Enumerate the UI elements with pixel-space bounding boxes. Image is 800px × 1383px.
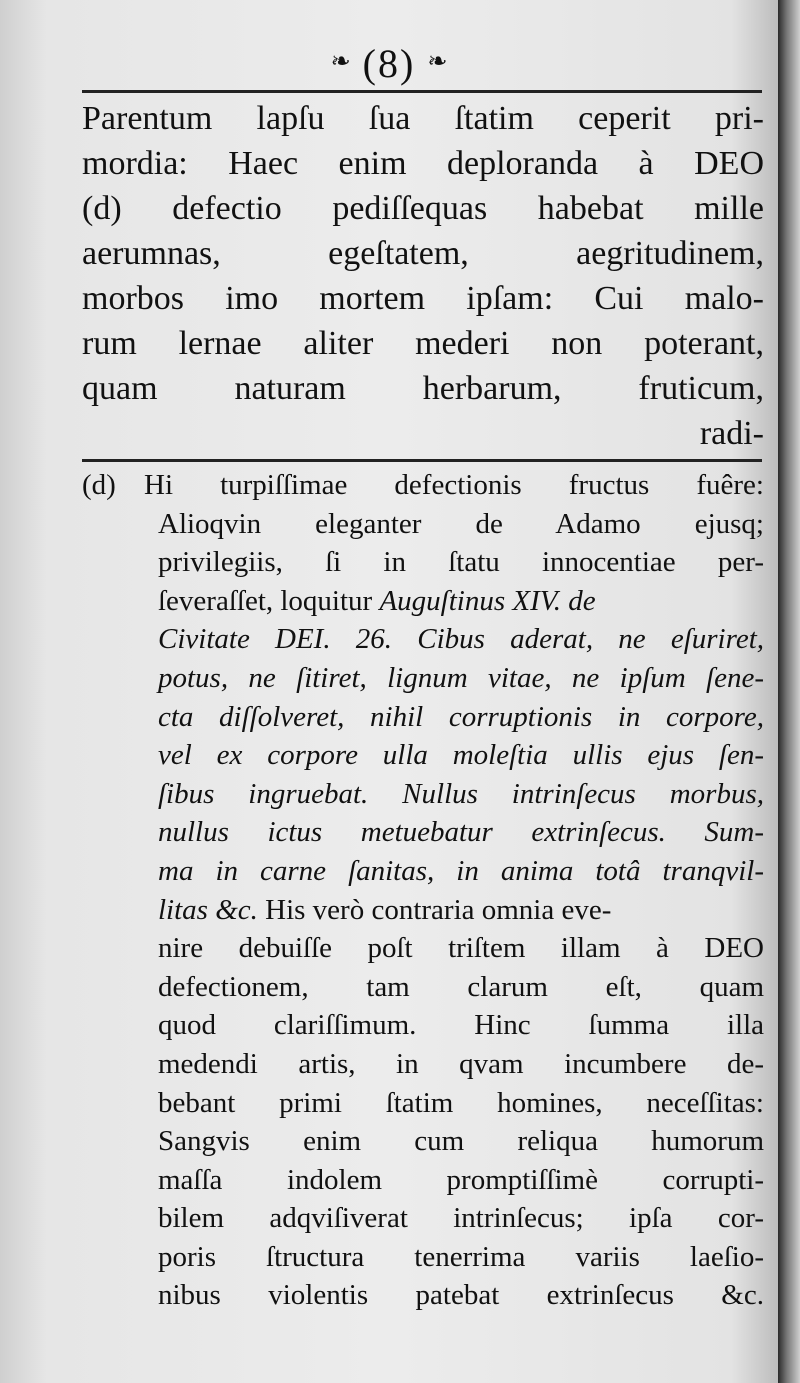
ornament-left-icon: ❧ (330, 49, 351, 75)
footnote-line: privilegiis, ſi in ſtatu innocentiae per- (158, 546, 764, 579)
footnote-rule (82, 459, 762, 462)
footnote-line: maſſa indolem promptiſſimè corrupti- (158, 1163, 764, 1196)
text-line: mordia: Haec enim deploranda à DEO (82, 145, 764, 182)
footnote-line: Sangvis enim cum reliqua humorum (158, 1125, 764, 1158)
footnote-line: ma in carne ſanitas, in anima totâ tranqvil- (158, 854, 764, 887)
footnote-line: medendi artis, in qvam incumbere de- (158, 1047, 764, 1080)
footnote-line: Alioqvin eleganter de Adamo ejusq; (158, 507, 764, 540)
catchword: radi- (699, 415, 764, 452)
footnote-line: potus, ne ſitiret, lignum vitae, ne ipſum ſene- (158, 661, 764, 694)
header-rule (82, 90, 762, 93)
footnote-line: Civitate DEI. 26. Cibus aderat, ne eſuriret, (158, 623, 764, 656)
footnote-line: nire debuiſſe poſt triſtem illam à DEO (158, 932, 764, 965)
footnote-line: nibus violentis patebat extrinſecus &c. (158, 1279, 764, 1312)
footnote-line: cta diſſolveret, nihil corruptionis in corpore, (158, 700, 764, 733)
footnote-text: ſeveraſſet, loquitur (158, 584, 373, 617)
footnote-line: ſibus ingruebat. Nullus intrinſecus morbus, (158, 777, 764, 810)
text-line: (d) defectio pediſſequas habebat mille (82, 190, 764, 227)
page-number: (8) (362, 41, 416, 86)
footnote-line: Hi turpiſſimae defectionis fructus fuêre: (144, 469, 764, 501)
footnote-marker: (d) (82, 469, 116, 501)
footnote-text: litas &c. (158, 893, 258, 926)
text-line: aerumnas, egeſtatem, aegritudinem, (82, 235, 764, 272)
text-line: morbos imo mortem ipſam: Cui malo- (82, 280, 764, 317)
footnote-line: defectionem, tam clarum eſt, quam (158, 970, 764, 1003)
text-line: quam naturam herbarum, fruticum, (82, 370, 764, 407)
footnote-line: bilem adqviſiverat intrinſecus; ipſa cor- (158, 1202, 764, 1235)
text-line: Parentum lapſu ſua ſtatim ceperit pri- (82, 100, 764, 137)
page-header (0, 40, 778, 87)
footnote-line: bebant primi ſtatim homines, neceſſitas: (158, 1086, 764, 1119)
footnote (82, 466, 764, 1315)
footnote-line: quod clariſſimum. Hinc ſumma illa (158, 1009, 764, 1042)
footnote-line (82, 891, 764, 930)
ornament-right-icon: ❧ (427, 49, 448, 75)
main-text (82, 96, 764, 456)
footnote-line (82, 582, 764, 621)
text-line: rum lernae aliter mederi non poterant, (82, 325, 764, 362)
footnote-line: nullus ictus metuebatur extrinſecus. Sum- (158, 816, 764, 849)
footnote-line: vel ex corpore ulla moleſtia ullis ejus ſen- (158, 739, 764, 772)
citation-text: Auguſtinus XIV. de (379, 584, 596, 617)
page-edge (778, 0, 800, 1383)
footnote-text: His verò contraria omnia eve- (265, 893, 612, 926)
footnote-line: poris ſtructura tenerrima variis laeſio- (158, 1240, 764, 1273)
